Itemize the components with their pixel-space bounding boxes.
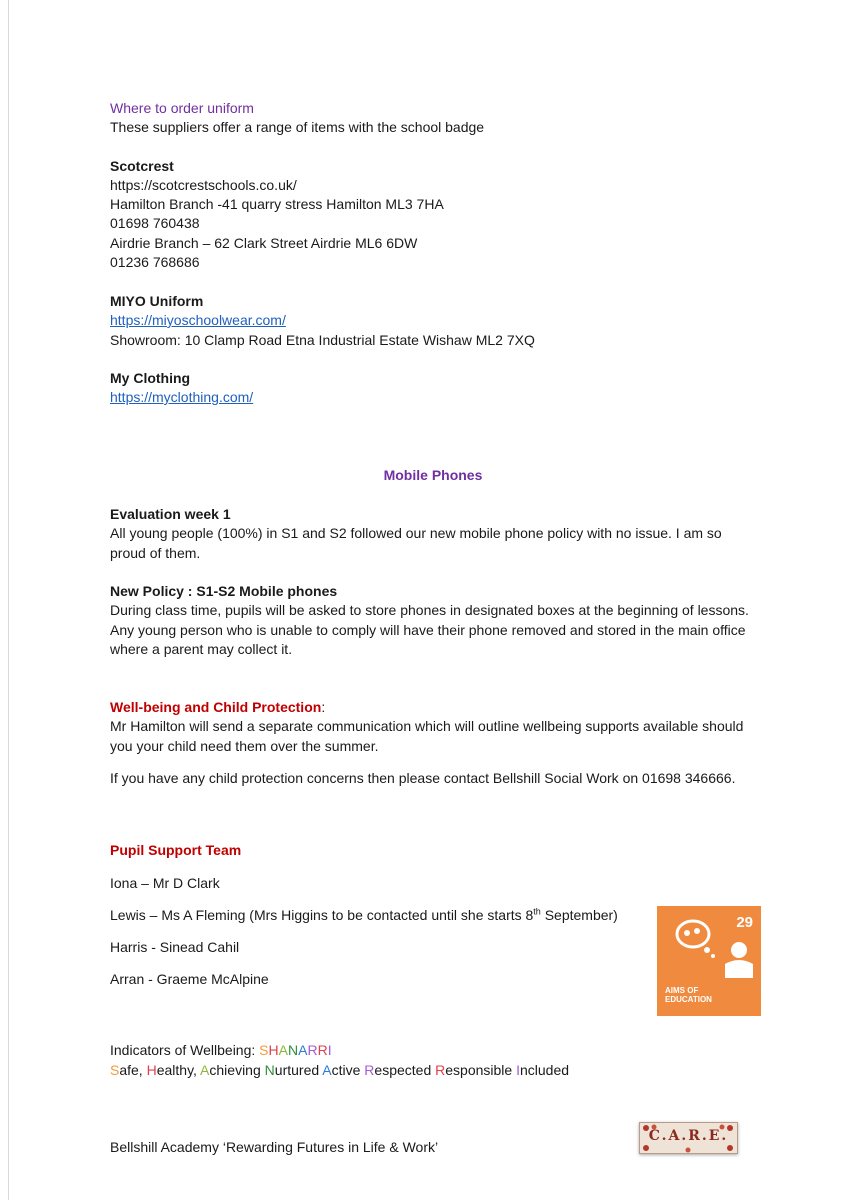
word-initial-respected: R xyxy=(364,1062,375,1078)
supplier-name-scotcrest: Scotcrest xyxy=(110,158,174,174)
support-lewis-main: Lewis – Ms A Fleming (Mrs Higgins to be contacted until she starts 8 xyxy=(110,907,534,923)
word-initial-safe: S xyxy=(110,1062,120,1078)
badge-label-line2: EDUCATION xyxy=(665,995,712,1004)
shanarri-letter: S xyxy=(259,1042,269,1058)
supplier-name-myclothing: My Clothing xyxy=(110,370,191,386)
policy-text: During class time, pupils will be asked to store phones in designated boxes at the beginning of lessons. Any young person who is unable to comply will have their phone removed and stored in the main office where a parent may collect it. xyxy=(110,602,749,657)
evaluation-title: Evaluation week 1 xyxy=(110,506,231,522)
word-initial-achieving: A xyxy=(200,1062,210,1078)
supplier-link-myclothing[interactable]: https://myclothing.com/ xyxy=(110,389,254,405)
indicators-label-line xyxy=(110,1041,332,1059)
supplier-link-miyo[interactable]: https://miyoschoolwear.com/ xyxy=(110,312,286,328)
shanarri-words xyxy=(110,1061,569,1079)
wellbeing-heading: Well-being and Child Protection xyxy=(110,699,322,715)
uniform-heading: Where to order uniform xyxy=(110,100,254,116)
support-lewis xyxy=(110,906,618,924)
scotcrest-hamilton-phone: 01698 760438 xyxy=(110,215,200,231)
word-initial-included: I xyxy=(516,1062,520,1078)
aims-of-education-badge xyxy=(657,906,761,1016)
word-initial-active: A xyxy=(322,1062,332,1078)
indicators-label: Indicators of Wellbeing: xyxy=(110,1042,260,1058)
wellbeing-heading-line xyxy=(110,698,325,716)
supplier-name-miyo: MIYO Uniform xyxy=(110,293,204,309)
word-initial-healthy: H xyxy=(146,1062,157,1078)
support-harris: Harris - Sinead Cahil xyxy=(110,939,240,955)
scotcrest-airdrie-address: Airdrie Branch – 62 Clark Street Airdrie ML6 6DW xyxy=(110,235,418,251)
page-edge xyxy=(8,0,9,1200)
shanarri-acronym xyxy=(259,1042,331,1058)
word-rest-included: ncluded xyxy=(519,1062,570,1078)
mobile-phones-heading: Mobile Phones xyxy=(383,467,483,483)
badge-label-line1: AIMS OF xyxy=(665,986,699,995)
support-lewis-end: September) xyxy=(540,907,618,923)
policy-title: New Policy : S1-S2 Mobile phones xyxy=(110,583,338,599)
badge-label xyxy=(665,986,712,1004)
word-rest-respected: espected xyxy=(374,1062,436,1078)
child-protection-text: If you have any child protection concerns then please contact Bellshill Social Work on 01698 346666. xyxy=(110,770,736,786)
word-rest-nurtured: urtured xyxy=(274,1062,323,1078)
shanarri-letter: R xyxy=(307,1042,318,1058)
wellbeing-heading-colon: : xyxy=(321,699,326,715)
shanarri-letter: R xyxy=(317,1042,328,1058)
word-initial-nurtured: N xyxy=(264,1062,275,1078)
supplier-url-scotcrest[interactable]: https://scotcrestschools.co.uk/ xyxy=(110,177,297,193)
pupil-support-heading: Pupil Support Team xyxy=(110,842,242,858)
shanarri-letter: N xyxy=(287,1042,299,1058)
word-rest-active: ctive xyxy=(331,1062,365,1078)
support-arran: Arran - Graeme McAlpine xyxy=(110,971,269,987)
shanarri-letter: A xyxy=(298,1042,308,1058)
shanarri-letter: H xyxy=(268,1042,279,1058)
badge-number: 29 xyxy=(736,914,753,931)
care-logo xyxy=(639,1122,738,1154)
care-logo-text: C.A.R.E. xyxy=(648,1128,729,1144)
word-rest-healthy: ealthy, xyxy=(156,1062,201,1078)
scotcrest-airdrie-phone: 01236 768686 xyxy=(110,254,200,270)
scotcrest-hamilton-address: Hamilton Branch -41 quarry stress Hamilton ML3 7HA xyxy=(110,196,444,212)
support-lewis-ordinal: th xyxy=(533,906,541,917)
miyo-showroom-address: Showroom: 10 Clamp Road Etna Industrial Estate Wishaw ML2 7XQ xyxy=(110,332,535,348)
wellbeing-text: Mr Hamilton will send a separate communication which will outline wellbeing supports available should you your child need them over the summer. xyxy=(110,718,744,754)
evaluation-text: All young people (100%) in S1 and S2 followed our new mobile phone policy with no issue. I am so proud of them. xyxy=(110,525,722,561)
shanarri-letter: A xyxy=(278,1042,288,1058)
word-rest-safe: afe, xyxy=(119,1062,147,1078)
uniform-intro: These suppliers offer a range of items with the school badge xyxy=(110,119,485,135)
word-initial-responsible: R xyxy=(435,1062,446,1078)
word-rest-achieving: chieving xyxy=(209,1062,265,1078)
support-iona: Iona – Mr D Clark xyxy=(110,875,220,891)
shanarri-letter: I xyxy=(327,1042,332,1058)
footer-motto: Bellshill Academy ‘Rewarding Futures in Life & Work’ xyxy=(110,1139,439,1155)
word-rest-responsible: esponsible xyxy=(445,1062,517,1078)
